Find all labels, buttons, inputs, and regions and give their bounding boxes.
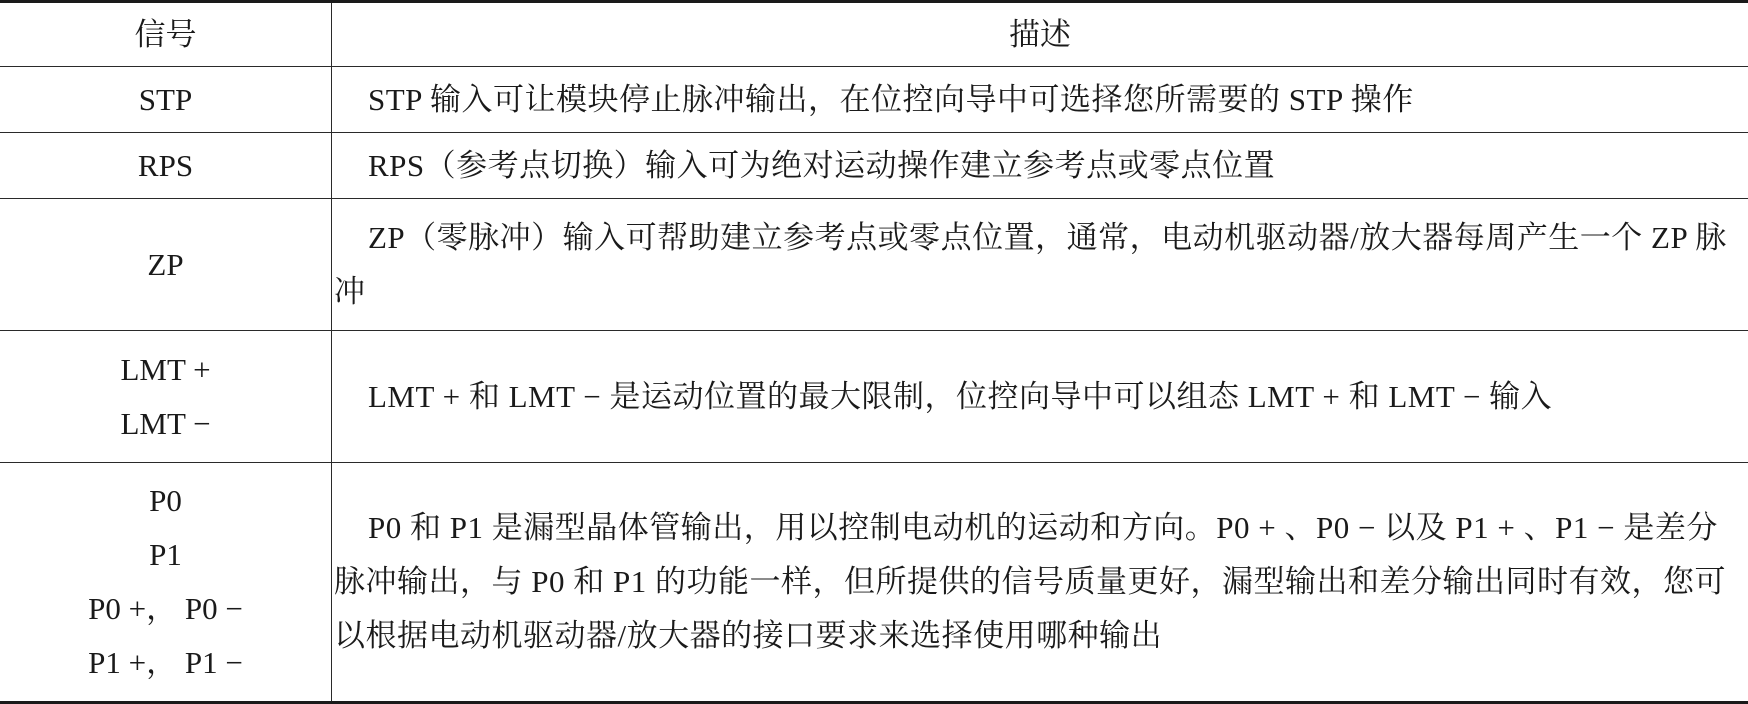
table-header-row [0,2,1748,67]
signal-cell [0,463,332,703]
description-cell [332,199,1748,331]
signal-name: LMT − [0,397,331,451]
signal-cell [0,199,332,331]
signal-cell [0,133,332,199]
description-text: P0 和 P1 是漏型晶体管输出，用以控制电动机的运动和方向。P0 + 、P0 − 以及 P1 + 、P1 − 是差分脉冲输出，与 P0 和 P1 的功能一样，但所提供的信号质量更好，漏型输出和差分输出同时有效，您可以根据电动机驱动器/放大器的接口要求来选择使用哪种输出 [334,501,1734,663]
signal-name: ZP [0,238,331,292]
description-text: STP 输入可让模块停止脉冲输出，在位控向导中可选择您所需要的 STP 操作 [334,73,1734,127]
description-cell [332,67,1748,133]
description-text: RPS（参考点切换）输入可为绝对运动操作建立参考点或零点位置 [334,139,1734,193]
table-row [0,463,1748,703]
signal-name: P1 +， P1 − [0,636,331,690]
description-text: ZP（零脉冲）输入可帮助建立参考点或零点位置，通常，电动机驱动器/放大器每周产生一个 ZP 脉冲 [334,211,1734,319]
signal-cell [0,67,332,133]
signal-name: P1 [0,528,331,582]
header-description: 描述 [332,2,1748,67]
description-cell [332,133,1748,199]
table-row [0,331,1748,463]
signal-cell [0,331,332,463]
signal-name: LMT + [0,343,331,397]
table-row [0,199,1748,331]
table-row [0,67,1748,133]
table-row [0,133,1748,199]
signal-name: P0 [0,474,331,528]
description-cell [332,463,1748,703]
description-cell [332,331,1748,463]
signal-name: RPS [0,139,331,193]
header-signal: 信号 [0,2,332,67]
signal-name: STP [0,73,331,127]
description-text: LMT + 和 LMT − 是运动位置的最大限制，位控向导中可以组态 LMT + 和 LMT − 输入 [334,370,1734,424]
signal-name: P0 +， P0 − [0,582,331,636]
